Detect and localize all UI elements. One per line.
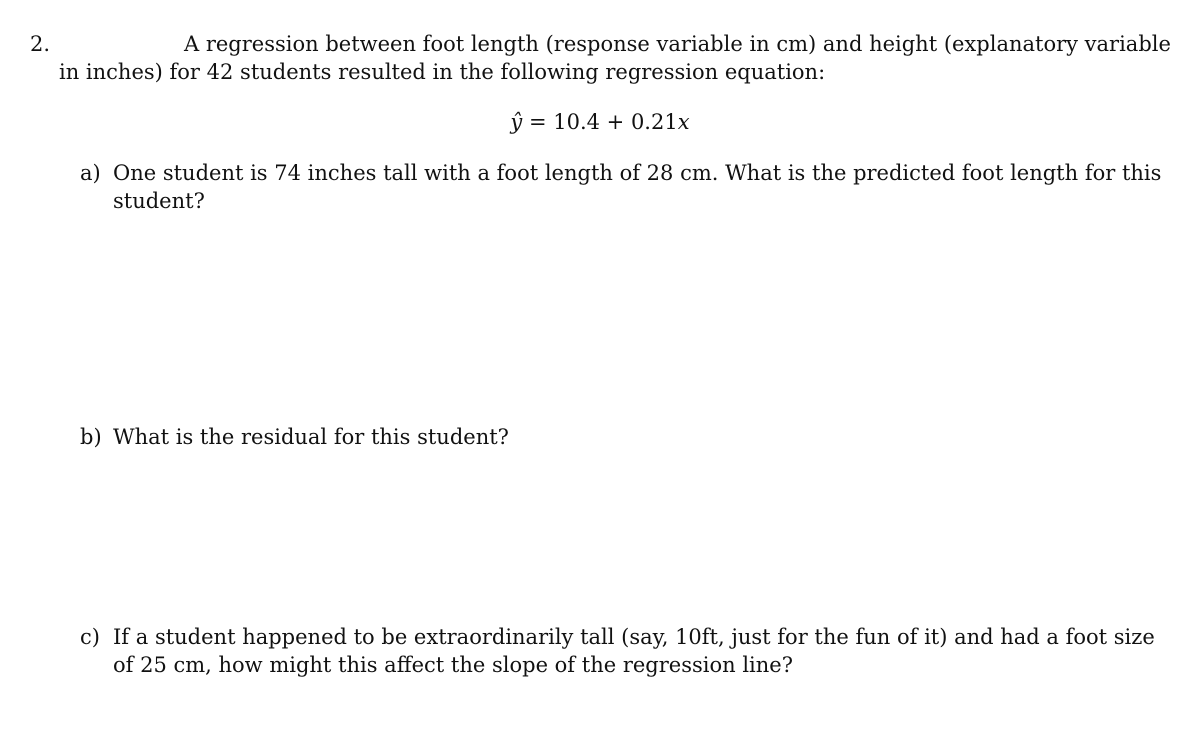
question-b-label: b) <box>80 425 102 449</box>
regression-equation <box>0 108 1200 136</box>
question-c-line-1: If a student happened to be extraordinarily tall (say, 10ft, just for the fun of it) and had a foot size <box>113 625 1155 649</box>
problem-number: 2. <box>30 32 51 56</box>
question-a-label: a) <box>80 161 101 185</box>
problem-intro-line-2: in inches) for 42 students resulted in the following regression equation: <box>59 60 826 84</box>
question-c-line-2: of 25 cm, how might this affect the slope of the regression line? <box>113 653 793 677</box>
question-b-line-1: What is the residual for this student? <box>113 425 509 449</box>
question-a-line-1: One student is 74 inches tall with a foot length of 28 cm. What is the predicted foot length for this <box>113 161 1162 185</box>
equation-x: x <box>677 110 690 134</box>
question-c-label: c) <box>80 625 100 649</box>
question-a-line-2: student? <box>113 189 205 213</box>
equation-y-hat: ŷ <box>510 110 523 134</box>
problem-intro-line-1: A regression between foot length (response variable in cm) and height (explanatory variable <box>184 32 1171 56</box>
equation-rhs: = 10.4 + 0.21 <box>522 110 678 134</box>
